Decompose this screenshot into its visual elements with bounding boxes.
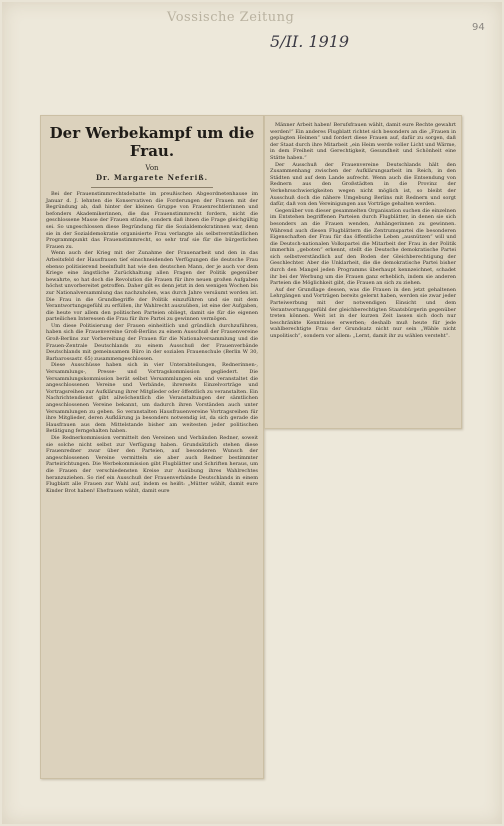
article-body-left (46, 191, 258, 494)
byline-von: Von (145, 164, 159, 172)
page-number: 94 (472, 22, 485, 33)
paragraph: Wenn auch der Krieg mit der Zunahme der Frauenarbeit und den in das Arbeitsfeld der Hausfrauen tief einschneidenden Verfügungen die deutsche Frau ebenso politisierend beeinflußt hat wie den deutschen Mann, der je auch vor dem Kriege eine ängstliche Zurückhaltung allen Fragen der Politik gegenüber bewahrte, so hat doch die Revolution die Frauen für ihre neuen großen Aufgaben höchst unvorbereitet getroffen. Daher gilt es denn jetzt in den wenigen Wochen bis zur Nationalversammlung das nachzuholen, was durch Jahre versäumt worden ist. Die Frau in die Grundbegriffe der Politik einzuführen und sie mit dem Verantwortungsgefühl zu erfüllen, ihr Wahlrecht auszuüben, ist eine der Aufgaben, die heute vor allem den politischen Parteien obliegt, damit sie für die eigenen parteilichen Interessen die Frau für ihre Partei zu gewinnen vermögen. (46, 250, 258, 323)
newspaper-masthead: Vossische Zeitung (167, 10, 295, 25)
paragraph: Der Ausschuß der Frauenvereine Deutschlands hält den Zusammenhang zwischen der Aufklärungsarbeit im Reich, in den Städten und auf dem Lande aufrecht. Wenn auch die Entsendung von Rednern aus den Großstädten in die Provinz der Verkehrsschwierigkeiten wegen nicht möglich ist, so bleibt der Ausschuß doch die nähere Umgebung Berlins mit Rednern und sorgt dafür, daß von den Vereinigungen aus Vorträge gehalten werden. (270, 161, 456, 208)
divider-rule (91, 187, 213, 188)
paragraph: Die Rednerkommission vermittelt den Vereinen und Verbänden Redner, soweit sie solche nicht selbst zur Verfügung haben. Grundsätzlich stehen diese Frauenredner zwar über den Parteien, auf besonderen Wunsch der angeschlossenen Vereine vermitteln sie aber auch Redner bestimmter Parteirichtungen. Die Werbekommission gibt Flugblätter und Schriften heraus, um die Frauen der verschiedensten Kreise zur Ausübung ihres Wahlrechtes heranzuziehen. So rief ein Ausschuß der Frauenverbände Deutschlands in einem Flugblatt alle Frauen zur Wahl auf, indem es heißt: „Mütter wählt, damit eure Kinder Brot haben! Ehefrauen wählt, damit eure (46, 434, 258, 494)
paragraph: Diese Ausschüsse haben sich in vier Unterabteilungen, Rednerinnen-, Versammlungs-, Presse- und Vortragskommission gegliedert. Die Versammlungskommission berät selbst Versammlungen ein und veranstaltet die angeschlossenen Vereine und Verbände, ihrerseits Einzelvorträge und Vortragsreihen zur Aufklärung ihrer Mitglieder oder öffentlich zu veranstalten. Ein Nachrichtendienst gibt allwöchentlich die Veranstaltungen der sämtlichen angeschlossenen Vereine bekannt, um dadurch ihren Vorständen auch unter Versammlungen zu geben. So veranstalten Hausfrauenvereine Vortragsreihen für ihre Mitglieder, deren Aufklärung ja besonders notwendig ist, da sich gerade die Hausfrauen aus dem Mittelstande bisher am weitesten jeder politischen Betätigung ferngehalten haben. (46, 362, 258, 435)
paragraph: Gegenüber von dieser gesammelten Organisation suchen die einzelnen im Entstehen begriffenen Parteien durch Flugblätter, in denen sie sich besonders an die Frauen wenden, Anhängerinnen zu gewinnen. Während auch diesen Flugblättern die Zentrumspartei die besonderen Eigenschaften der Frau für das öffentliche Leben „ausnützen“ will und die Deutsch-nationalen Volkspartei die Mitarbeit der Frau in der Politik immerhin „geboten“ erkennt, stellt die Deutsche demokratische Partei sich selbstverständlich auf den Boden der Gleichberechtigung der Geschlechter. Aber die Unklarheit, die die demokratische Partei bisher durch den Mangel jeden Programms überhaupt kennzeichnet, schadet ihr bei der Werbung um die Frauen ganz erheblich, indem sie anderen Parteien die Möglichkeit gibt, die Frauen an sich zu ziehen. (270, 207, 456, 287)
paragraph: Bei der Frauenstimmrechtsdebatte im preußischen Abgeordnetenhause im Januar d. J. lehnten die Konservativen die Forderungen der Frauen mit der Begründung ab, daß hinter der kleinen Gruppe von Frauenrechtlerinnen und befonders Akademikerinnen, die das Frauenstimmrecht fordern, nicht die geschlossene Masse der Frauen stünde, sondern daß ihnen die Frage gleichgültig sei. So ungeschlossen diese Begründung für die Sozialdemokratinnen war, denn sie in der Sozialdemokratie organisierte Frau verlangte als selbstverständlichen Programmpunkt das Frauenstimmrecht, so sehr traf sie für die bürgerlichen Frauen zu. (46, 191, 258, 250)
article-author: Dr. Margarete Neferiß. (95, 173, 209, 182)
article-body-right (270, 122, 456, 340)
paragraph: Um diese Politisierung der Frauen einheitlich und gründlich durchzuführen, haben sich die Frauenvereine Groß-Berlins zu einem Ausschuß der Frauenvereine Groß-Berlins zur Vorbereitung der Frauen für die Nationalversammlung und die Frauen-Zentrale Deutschlands zu einem Ausschuß der Frauenverbände Deutschlands mit gemeinsamem Büro in der sozialen Frauenschule (Berlin W 30, Barbarossastr. 65) zusammengeschlossen. (46, 322, 258, 362)
article-headline: Der Werbekampf um die Frau. (49, 124, 255, 160)
article-clipping-right (264, 115, 462, 429)
paragraph: Auf der Grundlage dessen, was die Frauen in den jetzt gehaltenen Lehrgängen und Vorträgen bereits gelernt haben, werden sie zwar jeder Parteiwerbung mit der notwendigen Einsicht und dem Verantwortungsgefühl der gleichberechtigten Staatsbürgerin gegenüber treten können. Weit ist in der kurzen Zeit lassen sich doch nur beschränkte Kenntnisse erwerben; deshalb muß heute für jede wahlberechtigte Frau der Grundsatz nicht nur sein „Wähle nicht unpolitisch“, sondern vor allem: „Lernt, damit ihr zu wählen versteht“. (270, 286, 456, 339)
handwritten-date: 5/II. 1919 (270, 32, 350, 51)
article-clipping-left (40, 115, 264, 779)
paragraph: Männer Arbeit haben! Berufsfrauen wählt, damit eure Rechte gewahrt werden!“ Ein anderes Flugblatt richtet sich besonders an die „Frauen in geplagten Heimen“ und fordert diese Frauen auf, dafür zu sorgen, daß der Staat durch ihre Mitarbeit „ein Heim werde voller Licht und Wärme, in dem Freiheit und Gerechtigkeit, Gesundheit und Schönheit eine Stätte haben.“ (270, 122, 456, 161)
archive-sheet (2, 2, 502, 824)
